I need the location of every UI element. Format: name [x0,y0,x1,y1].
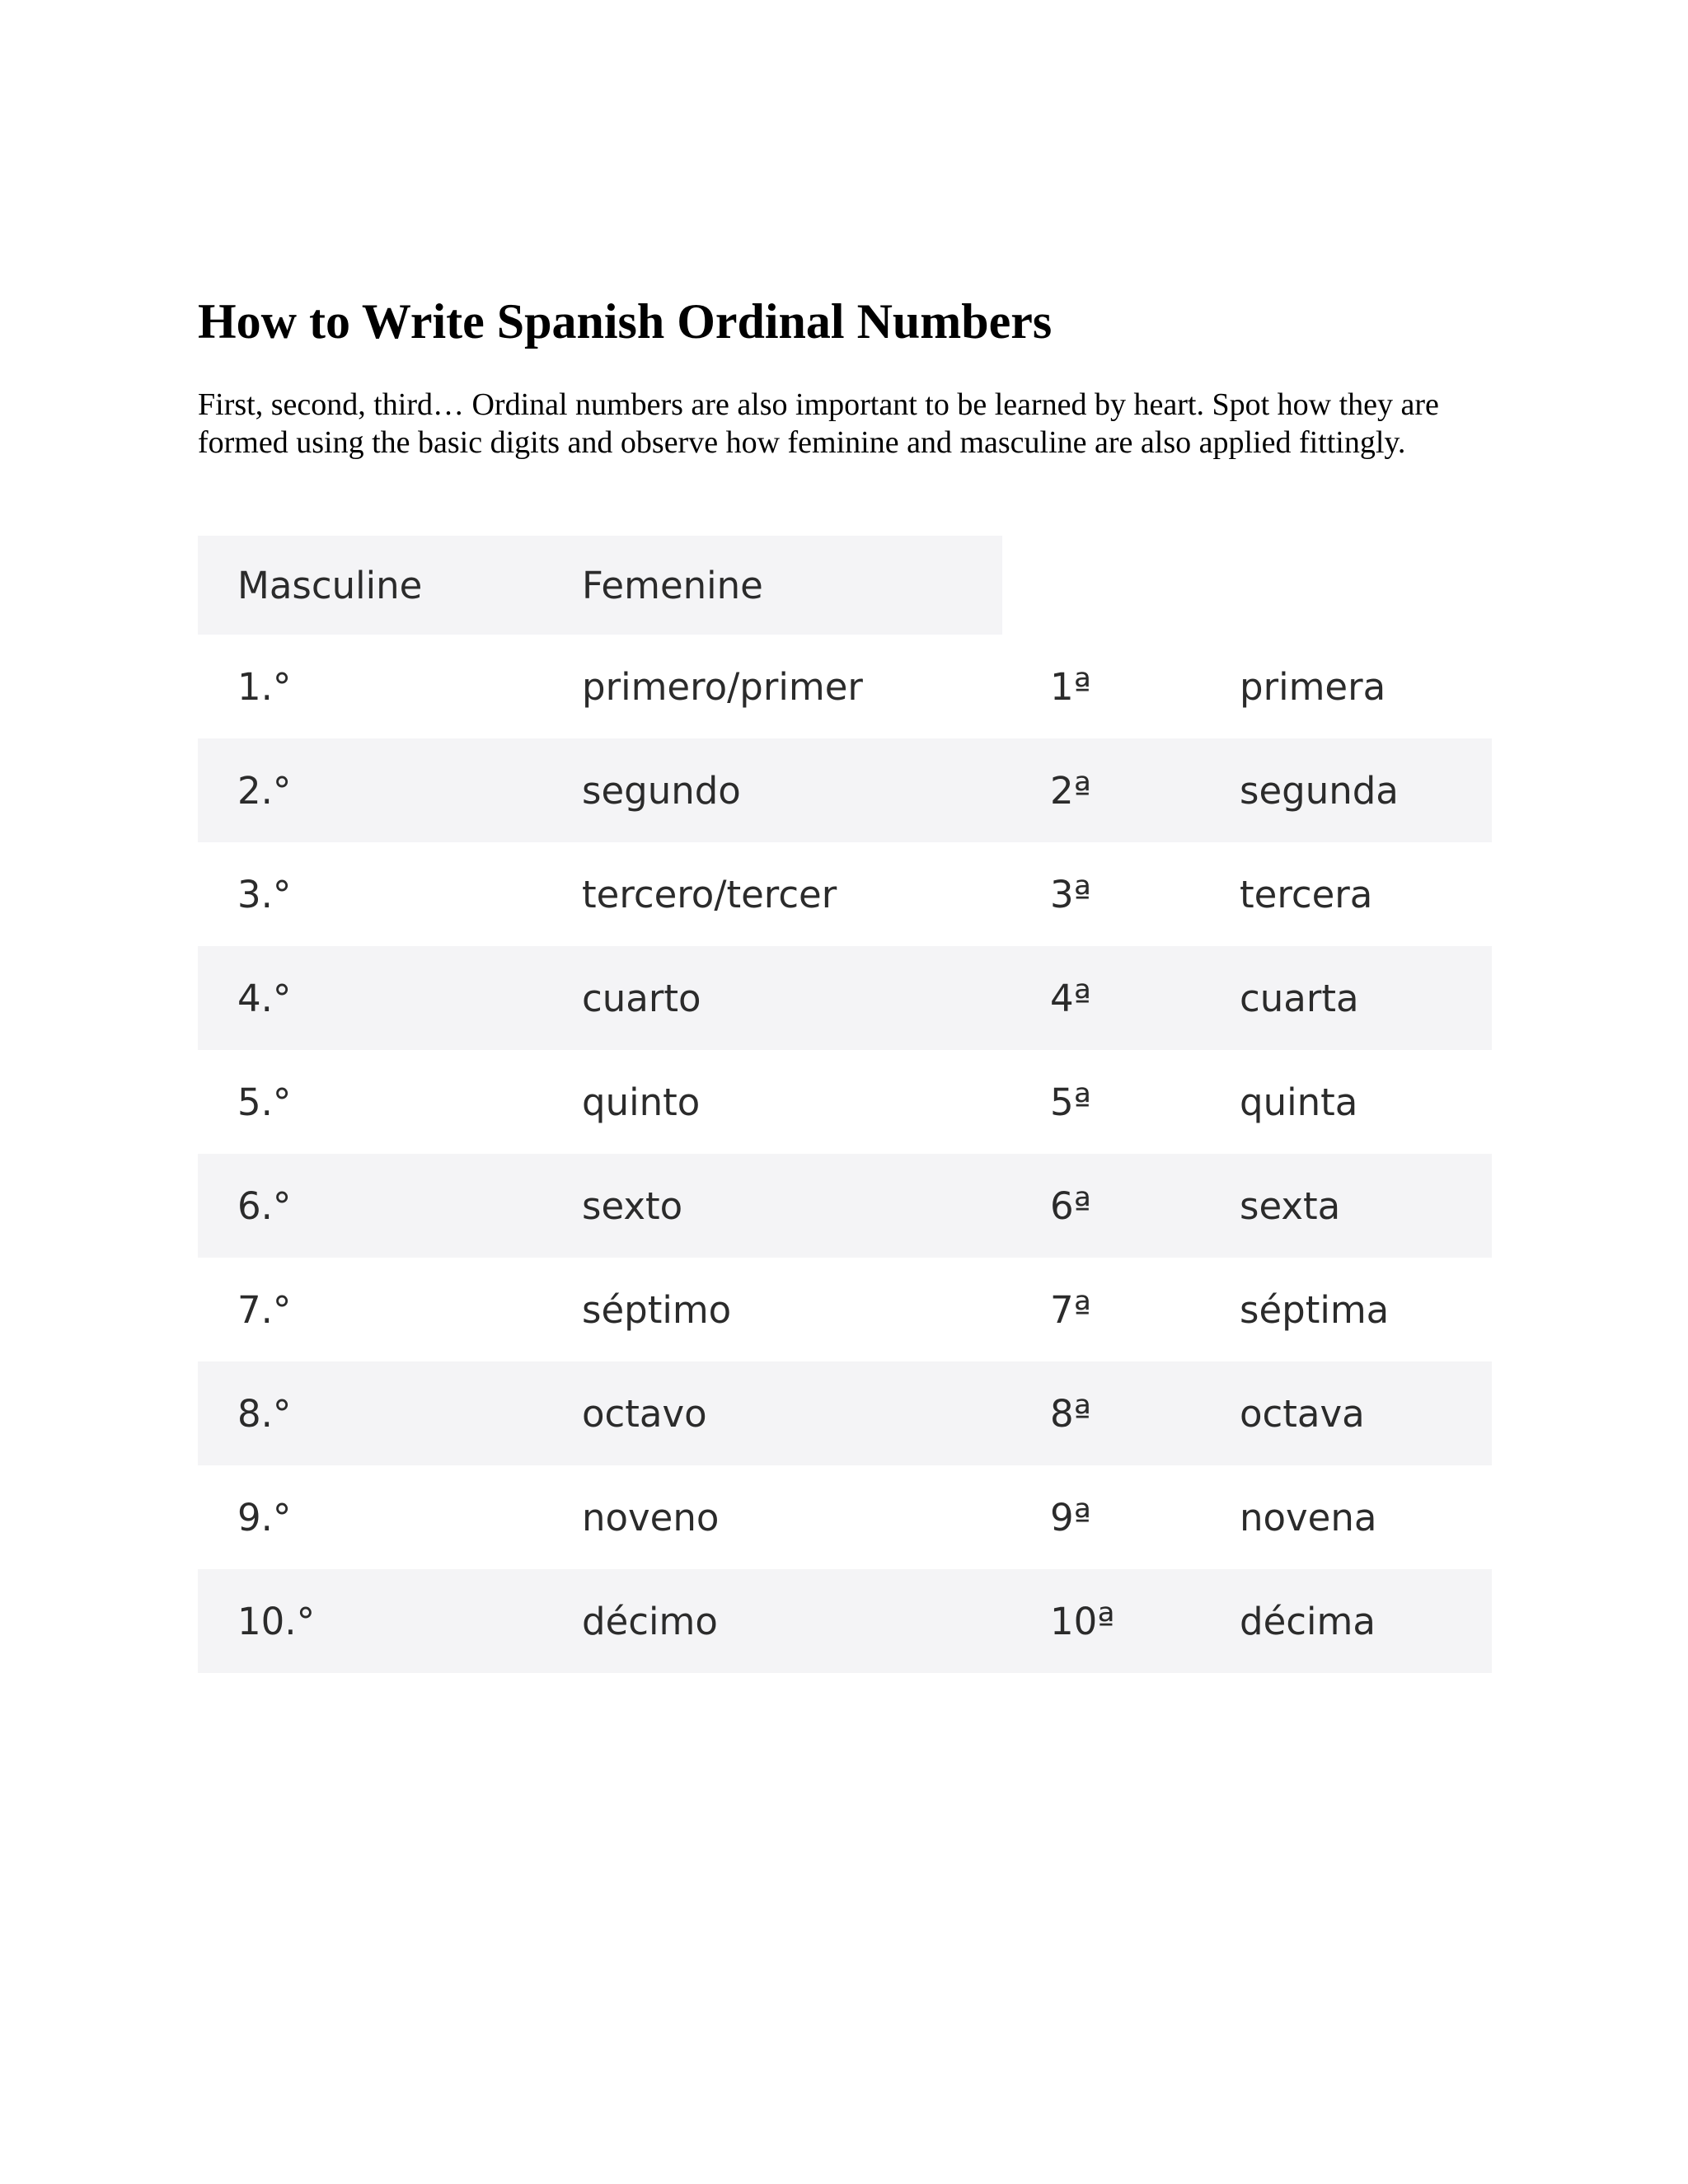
feminine-word: séptima [1240,1287,1390,1332]
masculine-number: 5.° [237,1080,292,1124]
feminine-word: novena [1240,1495,1377,1540]
feminine-number: 2ª [1050,768,1091,813]
feminine-number: 6ª [1050,1183,1091,1228]
table-row [198,635,1492,738]
feminine-word: cuarta [1240,976,1359,1020]
masculine-word: tercero/tercer [582,872,837,916]
feminine-word: tercera [1240,872,1373,916]
masculine-word: noveno [582,1495,720,1540]
masculine-word: quinto [582,1080,701,1124]
masculine-number: 1.° [237,664,292,709]
header-feminine: Femenine [582,563,763,607]
table-row [198,1154,1492,1258]
table-row [198,842,1492,946]
table-row [198,946,1492,1050]
feminine-number: 8ª [1050,1391,1091,1436]
masculine-word: primero/primer [582,664,863,709]
table-row [198,1258,1492,1361]
feminine-word: sexta [1240,1183,1341,1228]
masculine-number: 7.° [237,1287,292,1332]
feminine-number: 7ª [1050,1287,1091,1332]
feminine-number: 1ª [1050,664,1091,709]
feminine-word: octava [1240,1391,1365,1436]
table-row [198,738,1492,842]
masculine-word: cuarto [582,976,701,1020]
masculine-word: octavo [582,1391,707,1436]
feminine-number: 10ª [1050,1599,1115,1643]
masculine-number: 2.° [237,768,292,813]
feminine-word: décima [1240,1599,1376,1643]
masculine-number: 8.° [237,1391,292,1436]
feminine-number: 9ª [1050,1495,1091,1540]
masculine-word: décimo [582,1599,718,1643]
masculine-number: 9.° [237,1495,292,1540]
header-masculine: Masculine [237,563,423,607]
table-row [198,1050,1492,1154]
feminine-number: 3ª [1050,872,1091,916]
feminine-word: primera [1240,664,1386,709]
feminine-number: 4ª [1050,976,1091,1020]
masculine-number: 10.° [237,1599,316,1643]
table-row [198,1465,1492,1569]
masculine-number: 4.° [237,976,292,1020]
feminine-number: 5ª [1050,1080,1091,1124]
table-row [198,1569,1492,1673]
table-header-row [198,536,1002,635]
masculine-number: 3.° [237,872,292,916]
masculine-word: séptimo [582,1287,732,1332]
masculine-word: sexto [582,1183,683,1228]
page-title: How to Write Spanish Ordinal Numbers [198,294,1053,349]
ordinal-numbers-table [198,536,1492,1673]
masculine-word: segundo [582,768,741,813]
feminine-word: quinta [1240,1080,1358,1124]
intro-paragraph: First, second, third… Ordinal numbers are also important to be learned by heart. Spot how they are formed using the basic digits and observe how feminine and masculine are also applied fittingly. [198,387,1439,460]
feminine-word: segunda [1240,768,1399,813]
table-row [198,1361,1492,1465]
masculine-number: 6.° [237,1183,292,1228]
